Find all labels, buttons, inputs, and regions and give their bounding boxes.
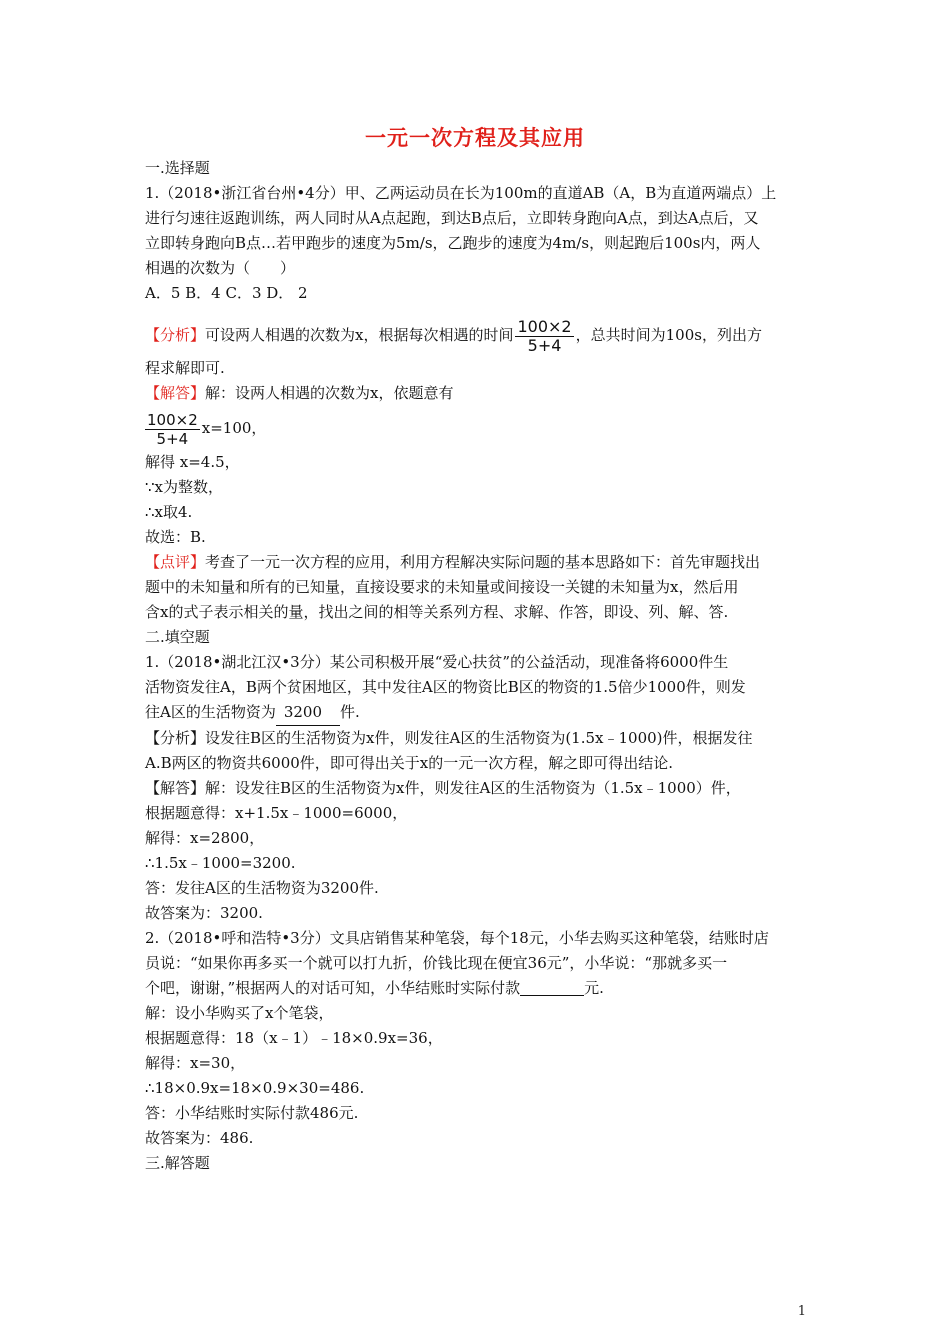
- equation-fraction-denominator: 5+4: [156, 429, 189, 448]
- section-heading-answer: 三.解答题: [145, 1154, 210, 1172]
- fill-q2-blank: [520, 979, 584, 996]
- fill-q2-text-pre: 个吧，谢谢，”根据两人的对话可知，小华结账时实际付款: [145, 979, 521, 997]
- fill-q1-solution-1: 【解答】解：设发往B区的生活物资为x件，则发往A区的生活物资为（1.5x﹣1000）件，: [145, 779, 741, 797]
- analysis-tag: 【分析】: [145, 326, 206, 344]
- fill-q1-text-pre: 往A区的生活物资为: [145, 703, 276, 721]
- fill-q2-text-post: 元.: [584, 979, 604, 997]
- page-number: 1: [797, 1304, 806, 1319]
- question-1-line-3: 立即转身跑向B点…若甲跑步的速度为5m/s，乙跑步的速度为4m/s，则起跑后100s内，两人: [145, 234, 761, 252]
- document-body: [145, 156, 810, 1176]
- analysis-text-pre: 可设两人相遇的次数为x，根据每次相遇的时间: [205, 326, 514, 344]
- solution-line-3: ∴x取4.: [145, 503, 193, 521]
- fill-q2-solution-4: ∴18×0.9x=18×0.9×30=486.: [145, 1079, 365, 1097]
- fill-q2-solution-2: 根据题意得：18（x﹣1）﹣18×0.9x=36，: [145, 1029, 443, 1047]
- fill-q1-answer: 3200: [276, 700, 340, 726]
- solution-line-2: ∵x为整数，: [145, 478, 224, 496]
- analysis-line-2: 程求解即可.: [145, 359, 225, 377]
- fill-q1-solution-3: 解得：x=2800，: [145, 829, 265, 847]
- question-1-line-4: 相遇的次数为（ ）: [145, 259, 296, 277]
- fill-q1-analysis-2: A.B两区的物资共6000件，即可得出关于x的一元一次方程，解之即可得出结论.: [145, 754, 674, 772]
- answer-options: A．5 B．4 C．3 D． 2: [145, 284, 308, 302]
- fill-q1-solution-2: 根据题意得：x+1.5x﹣1000=6000，: [145, 804, 408, 822]
- fill-q2-line-3: [145, 976, 810, 1001]
- comment-text-1: 考查了一元一次方程的应用，利用方程解决实际问题的基本思路如下：首先审题找出: [205, 553, 761, 571]
- fill-q2-solution-6: 故答案为：486.: [145, 1129, 254, 1147]
- solution-line-4: 故选：B.: [145, 528, 206, 546]
- equation-fraction: [145, 411, 200, 448]
- answer-tag: 【解答】: [145, 384, 206, 402]
- section-heading-choice: 一.选择题: [145, 159, 210, 177]
- fill-q1-line-2: 活物资发往A，B两个贫困地区，其中发往A区的物资比B区的物资的1.5倍少1000件，则发: [145, 678, 746, 696]
- comment-line-3: 含x的式子表示相关的量，找出之间的相等关系列方程、求解、作答，即设、列、解、答.: [145, 603, 729, 621]
- analysis-text-post: ，总共时间为100s，列出方: [575, 326, 762, 344]
- fill-q2-line-2: 员说：“如果你再多买一个就可以打九折，价钱比现在便宜36元”，小华说：“那就多买一: [145, 954, 728, 972]
- page-title: 一元一次方程及其应用: [365, 125, 585, 150]
- fill-q2-solution-5: 答：小华结账时实际付款486元.: [145, 1104, 359, 1122]
- answer-text: 解：设两人相遇的次数为x，依题意有: [205, 384, 454, 402]
- equation-suffix: x=100，: [201, 419, 267, 437]
- fill-q2-line-1: 2.（2018•呼和浩特•3分）文具店销售某种笔袋，每个18元，小华去购买这种笔袋，结账时店: [145, 929, 769, 947]
- fraction-numerator: 100×2: [517, 316, 572, 336]
- equation-fraction-numerator: 100×2: [147, 410, 198, 429]
- fill-q1-solution-6: 故答案为：3200.: [145, 904, 263, 922]
- fill-q1-line-1: 1.（2018•湖北江汉•3分）某公司积极开展“爱心扶贫”的公益活动，现准备将6000件生: [145, 653, 729, 671]
- comment-line-1: [145, 550, 810, 575]
- comment-tag: 【点评】: [145, 553, 206, 571]
- fill-q1-text-post: 件.: [340, 703, 360, 721]
- fraction: [515, 318, 573, 355]
- fill-q1-analysis-1: 【分析】设发往B区的生活物资为x件，则发往A区的生活物资为(1.5x﹣1000)件，根据发往: [145, 729, 753, 747]
- solution-line-1: 解得 x=4.5，: [145, 453, 240, 471]
- fill-q2-solution-1: 解：设小华购买了x个笔袋，: [145, 1004, 334, 1022]
- fill-q2-solution-3: 解得：x=30，: [145, 1054, 246, 1072]
- fill-q1-solution-5: 答：发往A区的生活物资为3200件.: [145, 879, 379, 897]
- section-heading-fill: 二.填空题: [145, 628, 210, 646]
- equation-line: [145, 406, 810, 450]
- comment-line-2: 题中的未知量和所有的已知量，直接设要求的未知量或间接设一关键的未知量为x，然后用: [145, 578, 739, 596]
- answer-line: [145, 381, 810, 406]
- analysis-line: [145, 314, 810, 356]
- question-1-line-2: 进行匀速往返跑训练，两人同时从A点起跑，到达B点后，立即转身跑向A点，到达A点后，又: [145, 209, 759, 227]
- fill-q1-line-3: [145, 700, 810, 726]
- fill-q1-solution-4: ∴1.5x﹣1000=3200.: [145, 854, 296, 872]
- question-1-line-1: 1.（2018•浙江省台州•4分）甲、乙两运动员在长为100m的直道AB（A，B为直道两端点）上: [145, 184, 777, 202]
- fraction-denominator: 5+4: [527, 335, 562, 355]
